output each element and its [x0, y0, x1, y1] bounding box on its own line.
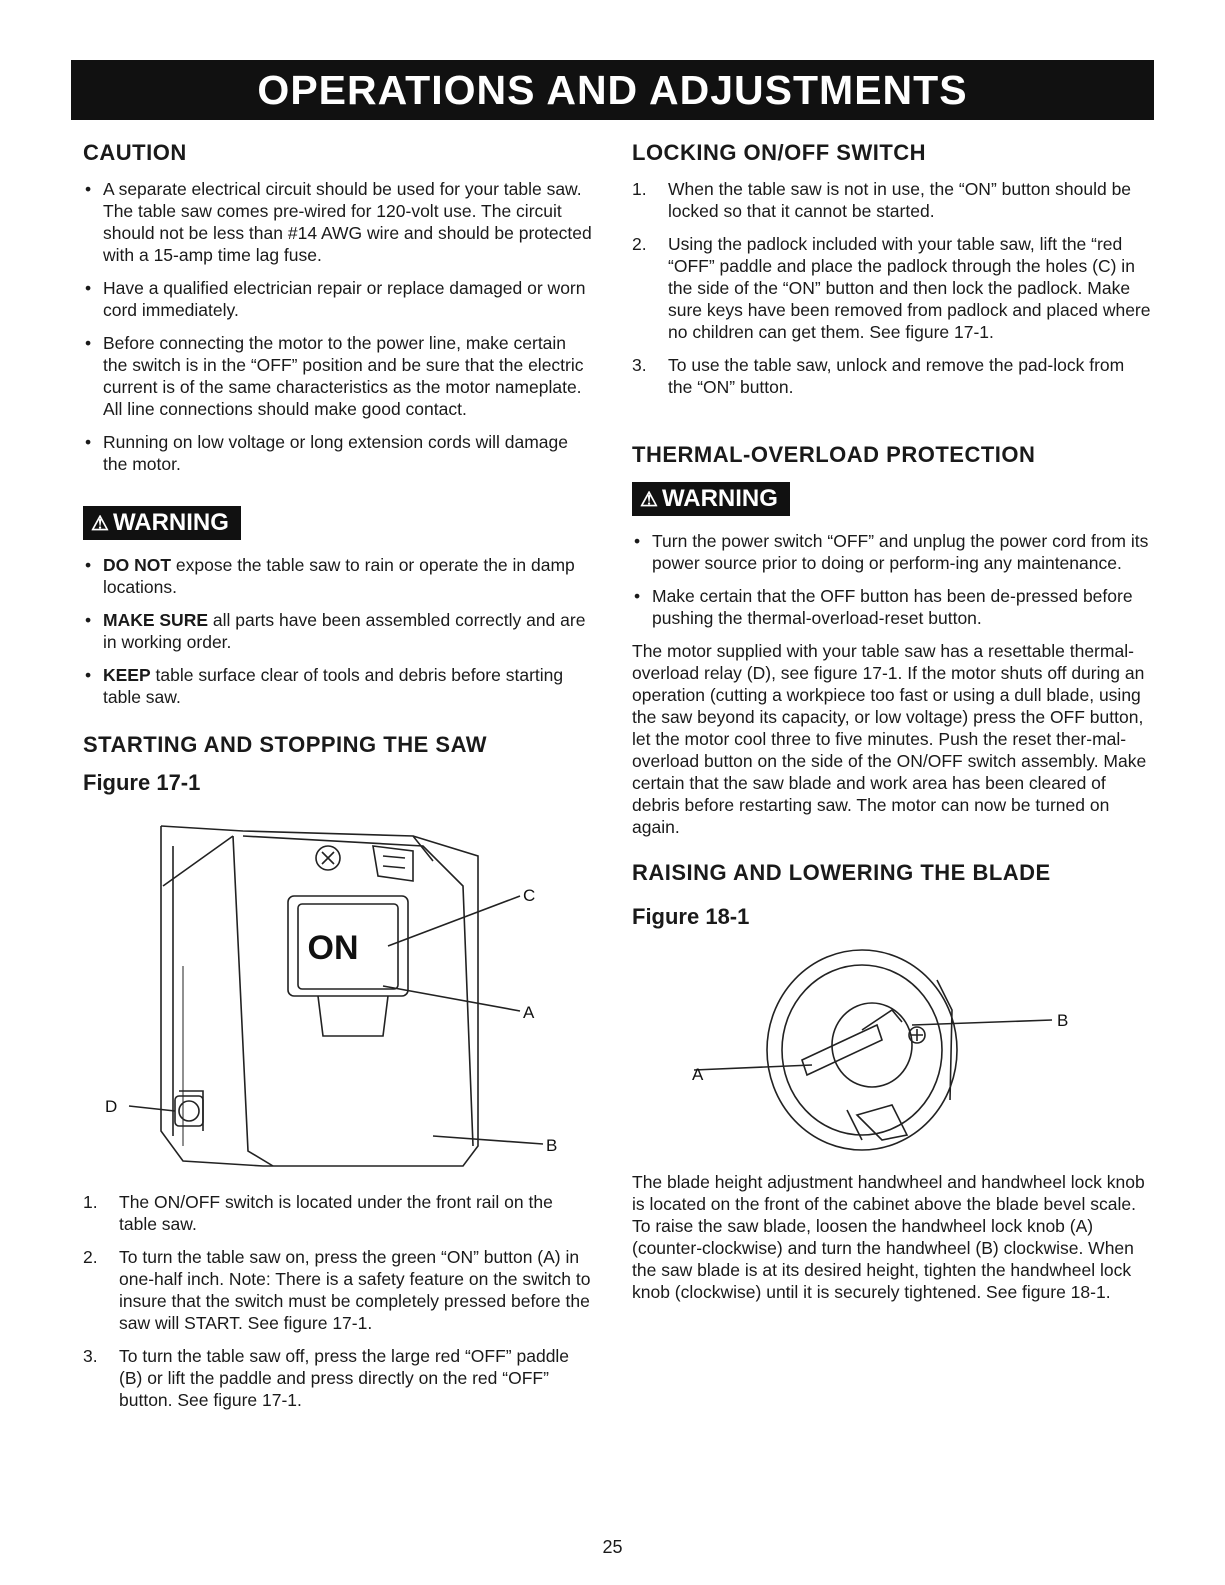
step-text: To use the table saw, unlock and remove the pad-lock from the “ON” button. [668, 355, 1125, 397]
raising-paragraph: The blade height adjustment handwheel and handwheel lock knob is located on the front of the cabinet above the blade bevel scale. To raise the saw blade, loosen the handwheel lock knob (A) (counter-clockwise) and turn the handwheel (B) clockwise. When the saw blade is at its desired height, tighten the handwheel lock knob (clockwise) until it is securely tightened. See figure 18-1. [632, 1172, 1145, 1302]
caution-heading: CAUTION [83, 140, 187, 165]
figure-18-1-label: Figure 18-1 [632, 904, 750, 929]
list-item: • Running on low voltage or long extension cords will damage the motor. [83, 431, 593, 475]
right-column [632, 140, 1152, 1303]
callout-a: A [692, 1065, 704, 1084]
warning-list [83, 554, 593, 708]
list-item: • Have a qualified electrician repair or replace damaged or worn cord immediately. [83, 277, 593, 321]
page-number: 25 [602, 1537, 623, 1557]
step-number: 1. [83, 1192, 98, 1212]
starting-heading: STARTING AND STOPPING THE SAW [83, 732, 488, 757]
callout-a: A [523, 1003, 535, 1022]
step-number: 1. [632, 179, 647, 199]
on-off-switch-illustration [83, 806, 583, 1191]
list-item [632, 233, 1152, 343]
item-text: all parts have been assembled correctly and are in working order. [103, 610, 586, 652]
callout-d: D [105, 1097, 118, 1116]
left-column [83, 140, 593, 1422]
step-number: 3. [632, 355, 647, 375]
step-text: When the table saw is not in use, the “ON” button should be locked so that it cannot be started. [668, 179, 1132, 221]
list-item: • A separate electrical circuit should be used for your table saw. The table saw comes pre-wired for 120-volt use. The circuit should not be less than #14 AWG wire and should be protected with a 15-amp time lag fuse. [83, 178, 593, 266]
list-item: • Turn the power switch “OFF” and unplug the power cord from its power source prior to doing or perform-ing any maintenance. [632, 530, 1152, 574]
warning-badge [83, 506, 241, 540]
raising-heading: RAISING AND LOWERING THE BLADE [632, 860, 1051, 885]
handwheel-illustration [632, 940, 1132, 1165]
keyword: MAKE SURE [103, 610, 209, 630]
step-number: 2. [83, 1247, 98, 1267]
step-text: The ON/OFF switch is located under the front rail on the table saw. [119, 1192, 553, 1234]
on-button-label: ON [307, 929, 359, 967]
caution-list [83, 178, 593, 475]
list-item [83, 1246, 593, 1334]
step-number: 3. [83, 1346, 98, 1366]
item-text: table surface clear of tools and debris before starting table saw. [103, 665, 564, 707]
starting-steps [83, 1191, 593, 1411]
list-item: • Before connecting the motor to the power line, make certain the switch is in the “OFF” position and be sure that the electric current is of the same characteristics as the motor nameplate. All line connections should make good contact. [83, 332, 593, 420]
thermal-heading: THERMAL-OVERLOAD PROTECTION [632, 442, 1036, 467]
warning-triangle-icon: ⚠ [91, 513, 109, 535]
callout-b: B [1057, 1011, 1069, 1030]
thermal-warning-list [632, 530, 1152, 629]
step-text: Using the padlock included with your table saw, lift the “red “OFF” paddle and place the padlock through the holes (C) in the side of the “ON” button and then lock the padlock. Make sure keys have been removed from padlock and placed where no children can get them. See figure 17-1. [668, 234, 1151, 342]
list-item [83, 1191, 593, 1235]
list-item [83, 1345, 593, 1411]
step-text: To turn the table saw off, press the large red “OFF” paddle (B) or lift the paddle and press directly on the red “OFF” button. See figure 17-1. [119, 1346, 570, 1410]
warning-label: WARNING [661, 485, 778, 512]
keyword: KEEP [103, 665, 151, 685]
figure-18-1 [632, 940, 1132, 1165]
list-item [83, 554, 593, 598]
warning-label: WARNING [112, 509, 229, 536]
callout-c: C [523, 886, 536, 905]
step-number: 2. [632, 234, 647, 254]
locking-heading: LOCKING ON/OFF SWITCH [632, 140, 927, 165]
list-item [83, 664, 593, 708]
list-item [83, 609, 593, 653]
locking-steps [632, 178, 1152, 398]
figure-17-1-label: Figure 17-1 [83, 770, 201, 795]
keyword: DO NOT [103, 555, 172, 575]
thermal-paragraph: The motor supplied with your table saw has a resettable thermal-overload relay (D), see figure 17-1. If the motor shuts off during an operation (cutting a workpiece too fast or using a dull blade, using the saw beyond its capacity, or low voltage) press the OFF button, let the motor cool three to five minutes. Push the reset ther-mal-overload button on the side of the ON/OFF switch assembly. Make certain that the saw blade and work area has been cleared of debris before restarting saw. The motor can now be turned on again. [632, 641, 1147, 837]
section-banner [71, 60, 1154, 120]
step-text: To turn the table saw on, press the green “ON” button (A) in one-half inch. Note: There is a safety feature on the switch to insure that the switch must be completely pressed before the saw will START. See figure 17-1. [119, 1247, 591, 1333]
callout-b: B [546, 1136, 558, 1155]
list-item [632, 178, 1152, 222]
item-text: expose the table saw to rain or operate the in damp locations. [103, 555, 575, 597]
warning-badge [632, 482, 790, 516]
list-item: • Make certain that the OFF button has been de-pressed before pushing the thermal-overload-reset button. [632, 585, 1152, 629]
warning-triangle-icon: ⚠ [640, 489, 658, 511]
banner-title: OPERATIONS AND ADJUSTMENTS [257, 66, 968, 113]
figure-17-1 [83, 806, 583, 1191]
list-item [632, 354, 1152, 398]
